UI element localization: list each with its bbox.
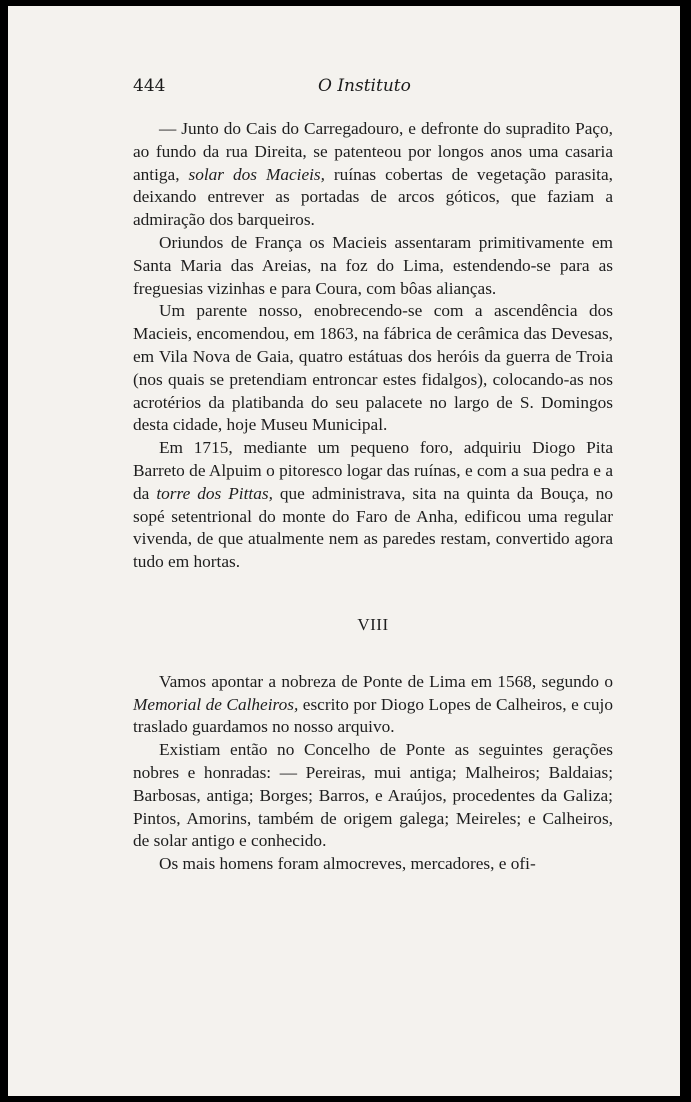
italic-span: Memorial de Calheiros, xyxy=(133,694,299,714)
page-number: 444 xyxy=(133,76,166,96)
paragraph-os-mais-homens: Os mais homens foram almocreves, mercadores, e ofi- xyxy=(159,854,536,874)
text-span: Vamos apontar a nobreza de Ponte de Lima em 1568, segundo o xyxy=(159,671,613,691)
running-title: O Instituto xyxy=(318,76,411,96)
body-text xyxy=(133,118,613,876)
text-span: que administrava, sita na quinta da Bouça, no sopé setentrional do monte do Faro de Anha, edificou uma regular vivenda, de que atualmente nem as paredes restam, convertido agora tudo em hortas. xyxy=(133,483,613,572)
paragraph-vamos-apontar xyxy=(133,671,613,739)
italic-span: torre dos Pittas, xyxy=(156,483,273,503)
text-span: Em 1715, mediante um pequeno foro, adquiriu Diogo Pita Barreto de Alpuim o pitoresco logar das ruínas, e com a sua pedra e a da xyxy=(133,438,613,503)
paragraph-existiam: Existiam então no Concelho de Ponte as seguintes gerações nobres e honradas: — Pereiras, mui antiga; Malheiros; Baldaias; Barbosas, antiga; Borges; Barros, e Araújos, procedentes da Galiza; Pintos, Amorins, também de origem galega; Meireles; e Calheiros, de solar antigo e conhecido. xyxy=(133,740,613,851)
italic-span: solar dos Macieis, xyxy=(188,164,325,184)
paragraph-oriundos: Oriundos de França os Macieis assentaram primitivamente em Santa Maria das Areias, na foz do Lima, estendendo-se para as freguesias vizinhas e para Coura, com bôas alianças. xyxy=(133,232,613,298)
text-span: — Junto do Cais do Carregadouro, e defronte do supradito Paço, ao fundo da rua Direita, se patenteou por longos anos uma casaria antiga, xyxy=(133,119,613,184)
page-header xyxy=(133,76,613,104)
text-span: ruínas cobertas de vegetação parasita, deixando entrever as portadas de arcos góticos, que faziam a admiração dos barqueiros. xyxy=(133,164,613,230)
paragraph-cais-carregadouro xyxy=(133,118,613,232)
section-heading: VIII xyxy=(357,614,389,634)
book-page xyxy=(8,6,680,1096)
paragraph-parente-nosso: Um parente nosso, enobrecendo-se com a ascendência dos Macieis, encomendou, em 1863, na fábrica de cerâmica das Devesas, em Vila Nova de Gaia, quatro estátuas dos heróis da guerra de Troia (nos quais se pretendiam entroncar estes fidalgos), colocando-as nos acrotérios da platibanda do seu palacete no largo de S. Domingos desta cidade, hoje Museu Municipal. xyxy=(133,301,613,435)
text-span: escrito por Diogo Lopes de Calheiros, e cujo traslado guardamos no nosso arquivo. xyxy=(133,694,613,737)
paragraph-em-1715 xyxy=(133,437,613,574)
